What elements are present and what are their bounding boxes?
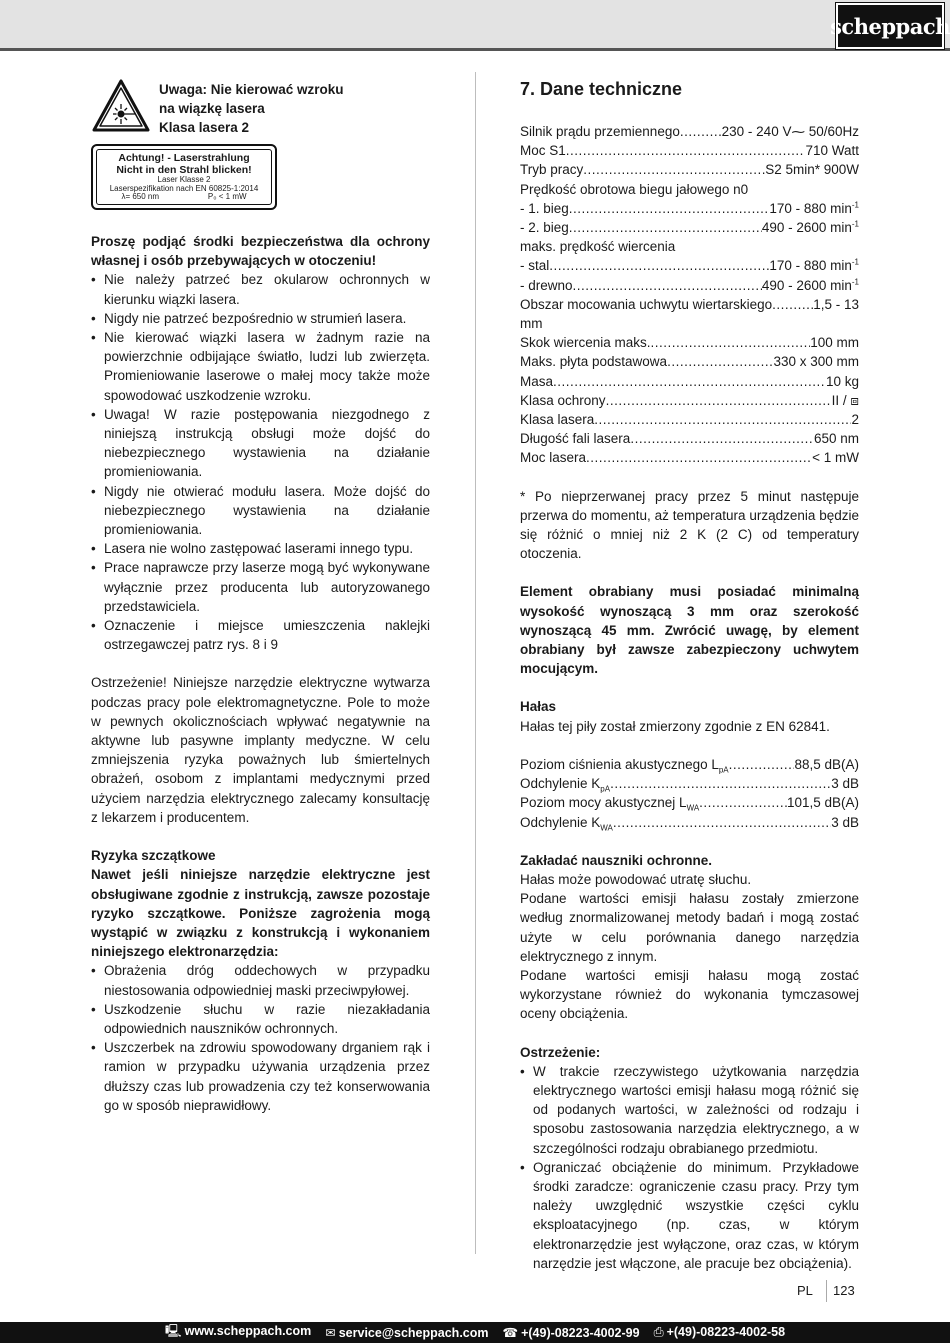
spec-value: 101,5 dB(A): [786, 795, 859, 811]
spec-label: Klasa ochrony: [520, 392, 606, 408]
leader-dots: [610, 774, 831, 793]
spec-row: [520, 122, 859, 141]
spec-value: 10 kg: [825, 373, 859, 389]
residual-intro: Nawet jeśli niniejsze narzędzie elektryczne jest obsługiwane zgodnie z instrukcją, zawsze pozostaje ryzyko szczątkowe. Poniższe zagrożenia mogą wystąpić w związku z konstrukcją i wykonaniem niniejszego elektronarzędzia:: [91, 867, 430, 960]
list-item: • Nigdy nie otwierać modułu lasera. Może dojść do niebezpiecznego wystawienia na działanie promieniowania.: [91, 482, 430, 540]
spec-label: - drewno: [520, 277, 573, 293]
left-column: [91, 78, 430, 1115]
fax-icon: ⎙: [653, 1325, 664, 1339]
list-item: • Prace naprawcze przy laserze mogą być wykonywane wyłącznie przez producenta lub autoryzowanego przedstawiciela.: [91, 558, 430, 616]
list-item: • W trakcie rzeczywistego użytkowania narzędzia elektrycznego wartości emisji hałasu mogą różnić się od podanych wartości, w zależności od rodzaju i sposobu zastosowania narzędzia elektrycznego, a w szczególności rodzaju obrabianego przedmiotu.: [520, 1062, 859, 1158]
spec-label: Poziom ciśnienia akustycznego $L_{pA}$: [520, 756, 729, 775]
spec-row: [520, 410, 859, 429]
noise-heading: Hałas: [520, 699, 557, 715]
spec-label: - 1. bieg: [520, 200, 569, 216]
spec-row: [520, 141, 859, 160]
spec-label: maks. prędkość wiercenia: [520, 239, 676, 255]
list-item: • Uwaga! W razie postępowania niezgodnego z niniejszą instrukcją obsługi może dojść do niebezpiecznego wystawienia na działanie promieniowania.: [91, 405, 430, 482]
spec-row: [520, 199, 859, 218]
leader-dots: [651, 333, 811, 352]
spec-value: 3 dB: [831, 776, 859, 792]
residual-heading: Ryzyka szczątkowe: [91, 848, 216, 864]
leader-dots: [606, 391, 832, 410]
spec-label: Długość fali lasera: [520, 431, 631, 447]
spec-label: Moc lasera: [520, 450, 587, 466]
spec-label: Odchylenie $K_{pA}$: [520, 776, 611, 794]
spec-row: [520, 237, 859, 256]
leader-dots: [667, 352, 773, 371]
spec-label: Tryb pracy: [520, 162, 584, 178]
leader-dots: [569, 218, 762, 237]
ear-text-2: Podane wartości emisji hałasu zostały zmierzone według znormalizowanej metody badań i mogą zostać użyte w celu porównania danego narzędzia elektrycznego z innym.: [520, 891, 859, 964]
spec-row: [520, 218, 859, 237]
footer-web[interactable]: 🖳 www.scheppach.com: [164, 1324, 312, 1338]
spec-label: mm: [520, 316, 543, 332]
monitor-icon: 🖳: [164, 1324, 182, 1338]
workpiece-note: Element obrabiany musi posiadać minimalną wysokość wynoszącą 3 mm oraz szerokość wynoszącą 45 mm. Zwrócić uwagę, by element obrabiany był zawsze zabezpieczony uchwytem mocującym.: [520, 584, 859, 677]
list-item: • Lasera nie wolno zastępować laserami innego typu.: [91, 539, 430, 558]
leader-dots: [549, 256, 769, 275]
spec-row: [520, 429, 859, 448]
spec-value: S2 5min* 900W: [765, 162, 859, 178]
spec-value: 2: [851, 412, 859, 428]
laser-hazard-icon: [91, 78, 151, 134]
spec-value: 88,5 dB(A): [794, 756, 859, 772]
footer-fax[interactable]: ⎙ +(49)-08223-4002-58: [653, 1325, 786, 1339]
spec-row: [520, 793, 859, 812]
ear-text-3: Podane wartości emisji hałasu mogą zostać wykorzystane również do wykonania tymczasowej oceny obciążenia.: [520, 967, 859, 1022]
spec-value: < 1 mW: [812, 450, 859, 466]
spec-value: 170 - 880 $\min^{-1}$: [769, 200, 859, 216]
spec-table: [520, 122, 859, 468]
spec-row: [520, 372, 859, 391]
page-number-separator: [826, 1280, 827, 1302]
list-item: • Ograniczać obciążenie do minimum. Przykładowe środki zaradcze: ograniczenie czasu pracy. Przy tym należy uwzględnić wszystkie części cyklu eksploatacyjnego (np. czas, w którym elektronarzędzie jest wyłączone, oraz czas, w którym narzędzie jest włączone, ale pracuje bez obciążenia).: [520, 1158, 859, 1273]
ear-protection-heading: Zakładać nauszniki ochronne.: [520, 852, 713, 868]
spec-row: [520, 276, 859, 295]
spec-label: - stal: [520, 258, 550, 274]
spec-row: [520, 180, 859, 199]
leader-dots: [586, 448, 812, 467]
precautions-heading: Proszę podjąć środki bezpieczeństwa dla ochrony własnej i osób przebywających w otoczeniu!: [91, 234, 430, 269]
list-item: • Obrażenia dróg oddechowych w przypadku niestosowania odpowiedniej maski przeciwpyłowej.: [91, 961, 430, 999]
leader-dots: [699, 793, 787, 812]
page-language: PL: [797, 1283, 813, 1298]
list-item: • Nigdy nie patrzeć bezpośrednio w strumień lasera.: [91, 309, 430, 328]
phone-icon: ☎: [502, 1326, 519, 1340]
leader-dots: [630, 429, 814, 448]
spec-label: Masa: [520, 373, 554, 389]
spec-row: [520, 160, 859, 179]
spec-value: 490 - 2600 $\min^{-1}$: [761, 277, 859, 293]
em-warning: Ostrzeżenie! Niniejsze narzędzie elektryczne wytwarza podczas pracy pole elektromagnetyczne. Pole to może w pewnych okolicznościach wpływać negatywnie na aktywne lub pasywne implanty medyczne. W celu zmniejszenia ryzyka poważnych lub śmiertelnych obrażeń, osobom z implantami medycznymi przed użyciem narzędzia elektrycznego zalecamy konsultację z lekarzem i producentem.: [91, 675, 430, 825]
spec-value: 100 mm: [810, 335, 859, 351]
spec-label: Klasa lasera: [520, 412, 595, 428]
laser-warning-label: Achtung! - Laserstrahlung Nicht in den Strahl blicken! Laser Klasse 2 Laserspezifikation nach EN 60825-1:2014 λ= 650 nm P₀ < 1 mW: [91, 144, 277, 210]
spec-row: [520, 333, 859, 352]
leader-dots: [573, 276, 762, 295]
noise-text: Hałas tej piły został zmierzony zgodnie z EN 62841.: [520, 718, 830, 734]
spec-value: 230 - 240 V⁓ 50/60Hz: [721, 124, 859, 139]
section-title: 7. Dane techniczne: [520, 79, 683, 99]
spec-label: Prędkość obrotowa biegu jałowego n0: [520, 181, 749, 197]
leader-dots: [583, 160, 765, 179]
leader-dots: [680, 122, 722, 141]
spec-label: Maks. płyta podstawowa: [520, 354, 668, 370]
spec-value: 170 - 880 $\min^{-1}$: [769, 257, 859, 274]
footnote: * Po nieprzerwanej pracy przez 5 minut następuje przerwa do momentu, aż temperatura urządzenia będzie się różnić o mniej niż 2 K (2 C) od temperatury otoczenia.: [520, 488, 859, 562]
spec-row: [520, 813, 859, 832]
spec-value: 490 - 2600 $\min^{-1}$: [761, 219, 859, 236]
scheppach-logo: scheppach: [836, 3, 944, 49]
footer-phone[interactable]: ☎ +(49)-08223-4002-99: [502, 1326, 640, 1340]
spec-label: - 2. bieg: [520, 220, 569, 236]
spec-value: 1,5 - 13: [813, 296, 859, 312]
spec-row: [520, 314, 859, 333]
spec-label: Odchylenie $K_{WA}$: [520, 814, 613, 833]
spec-label: Skok wiercenia maks.: [520, 335, 651, 351]
leader-dots: [594, 410, 851, 429]
spec-row: [520, 448, 859, 467]
list-item: • Uszczerbek na zdrowiu spowodowany drganiem rąk i ramion w przypadku używania urządzenia przez dłuższy czas lub prowadzenia czy też konserwowania go w sposób nieprawidłowy.: [91, 1038, 430, 1115]
list-item: • Uszkodzenie słuchu w razie niezakładania odpowiednich nauszników ochronnych.: [91, 1000, 430, 1038]
warning-heading: Ostrzeżenie:: [520, 1044, 601, 1060]
spec-row: [520, 391, 859, 410]
list-item: • Nie kierować wiązki lasera w żadnym razie na powierzchnie odbijające światło, ludzi lub zwierzęta. Promieniowanie laserowe o małej mocy także może spowodować uszkodzenie wzroku.: [91, 328, 430, 405]
spec-value: 650 nm: [813, 431, 859, 447]
laser-warning-title: Uwaga: Nie kierować wzroku na wiązkę lasera Klasa lasera 2: [159, 82, 344, 135]
spec-label: Moc S1: [520, 143, 566, 159]
ear-text-1: Hałas może powodować utratę słuchu.: [520, 871, 752, 887]
leader-dots: [569, 199, 770, 218]
leader-dots: [729, 755, 795, 774]
list-item: • Nie należy patrzeć bez okularow ochronnych w kierunku wiązki lasera.: [91, 270, 430, 308]
spec-label: Poziom mocy akustycznej $L_{WA}$: [520, 795, 700, 813]
right-column: [520, 78, 859, 1273]
warning-list: [520, 1062, 859, 1273]
list-item: • Oznaczenie i miejsce umieszczenia naklejki ostrzegawczej patrz rys. 8 i 9: [91, 616, 430, 654]
page-number: 123: [833, 1283, 855, 1298]
leader-dots: [566, 141, 806, 160]
spec-value: 710 Watt: [805, 143, 859, 159]
top-bar: [0, 0, 950, 51]
laser-warning-header: [91, 78, 430, 140]
spec-row: [520, 774, 859, 793]
footer-bar: [0, 1322, 950, 1343]
leader-dots: [553, 372, 826, 391]
spec-label: Silnik prądu przemiennego: [520, 124, 680, 139]
spec-value: 3 dB: [831, 814, 859, 830]
spec-value: 330 x 300 mm: [773, 354, 859, 370]
spec-row: [520, 256, 859, 275]
mail-icon: ✉: [325, 1326, 336, 1340]
residual-list: [91, 961, 430, 1115]
noise-values: [520, 755, 859, 832]
column-divider: [475, 72, 476, 1254]
spec-row: [520, 295, 859, 314]
spec-label: Obszar mocowania uchwytu wiertarskiego: [520, 296, 773, 312]
spec-value: II / ⧈: [831, 392, 859, 408]
footer-email[interactable]: ✉ service@scheppach.com: [325, 1326, 489, 1340]
precautions-list: [91, 270, 430, 654]
leader-dots: [772, 295, 813, 314]
leader-dots: [613, 813, 831, 832]
spec-row: [520, 755, 859, 774]
spec-row: [520, 352, 859, 371]
